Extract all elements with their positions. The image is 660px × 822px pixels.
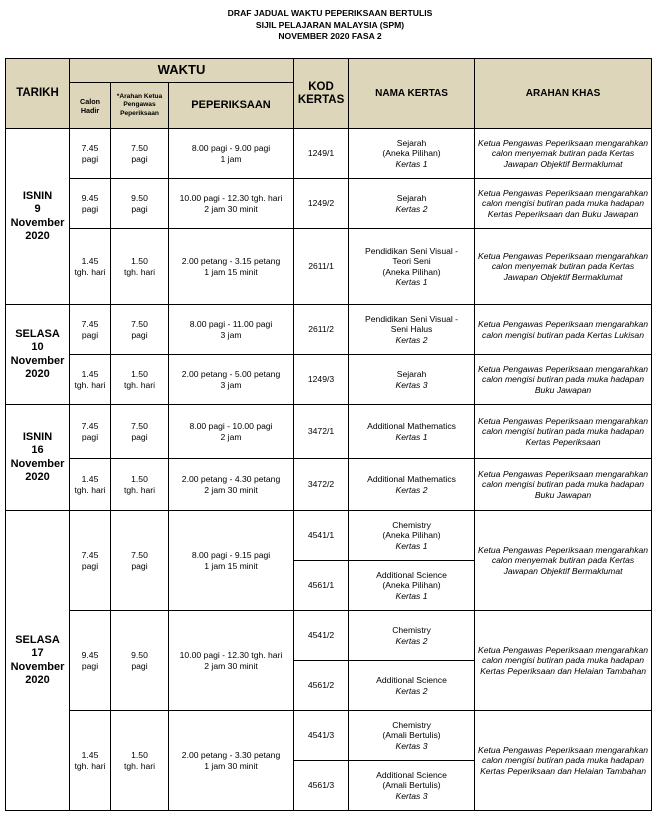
arahan-khas-cell: Ketua Pengawas Peperiksaan mengarahkan calon mengisi butiran pada muka hadapan Kertas Peperiksaan dan Helaian Tambahan [475,711,652,811]
kod-kertas-cell: 4561/2 [294,661,349,711]
date-cell-17-nov: SELASA 17 November 2020 [6,511,70,811]
kod-kertas-cell: 4561/3 [294,761,349,811]
title-line-2: SIJIL PELAJARAN MALAYSIA (SPM) [255,19,405,30]
kod-kertas-cell: 4561/1 [294,561,349,611]
kod-kertas-cell: 1249/3 [294,355,349,405]
peperiksaan-time-cell: 8.00 pagi - 10.00 pagi 2 jam [169,405,294,459]
date-cell-10-nov: SELASA 10 November 2020 [6,305,70,405]
table-row [6,355,652,405]
table-row [6,711,652,761]
nama-kertas-cell: Additional Mathematics Kertas 2 [349,459,475,511]
calon-hadir-cell: 1.45 tgh. hari [70,711,111,811]
table-row [6,405,652,459]
arahan-khas-cell: Ketua Pengawas Peperiksaan mengarahkan calon mengisi butiran pada muka hadapan Kertas Peperiksaan dan Helaian Tambahan [475,611,652,711]
calon-hadir-cell: 9.45 pagi [70,179,111,229]
calon-hadir-cell: 7.45 pagi [70,511,111,611]
peperiksaan-time-cell: 8.00 pagi - 11.00 pagi 3 jam [169,305,294,355]
peperiksaan-time-cell: 8.00 pagi - 9.15 pagi 1 jam 15 minit [169,511,294,611]
arahan-ketua-cell: 7.50 pagi [111,305,169,355]
arahan-khas-cell: Ketua Pengawas Peperiksaan mengarahkan calon menyemak butiran pada Kertas Jawapan Objektif Bermaklumat [475,229,652,305]
nama-kertas-cell: Sejarah (Aneka Pilihan) Kertas 1 [349,129,475,179]
calon-hadir-cell: 7.45 pagi [70,129,111,179]
nama-kertas-cell: Additional Science Kertas 2 [349,661,475,711]
calon-hadir-cell: 7.45 pagi [70,305,111,355]
title-line-3: NOVEMBER 2020 FASA 2 [278,31,382,41]
kod-kertas-cell: 4541/1 [294,511,349,561]
peperiksaan-time-cell: 2.00 petang - 4.30 petang 2 jam 30 minit [169,459,294,511]
arahan-ketua-cell: 9.50 pagi [111,179,169,229]
arahan-khas-cell: Ketua Pengawas Peperiksaan mengarahkan calon menyemak butiran pada Kertas Jawapan Objektif Bermaklumat [475,511,652,611]
table-row [6,459,652,511]
header-row-1 [6,59,652,83]
arahan-khas-cell: Ketua Pengawas Peperiksaan mengarahkan calon mengisi butiran pada Kertas Lukisan [475,305,652,355]
nama-kertas-cell: Chemistry (Amali Bertulis) Kertas 3 [349,711,475,761]
peperiksaan-time-cell: 2.00 petang - 3.15 petang 1 jam 15 minit [169,229,294,305]
nama-kertas-cell: Pendidikan Seni Visual - Teori Seni (Aneka Pilihan) Kertas 1 [349,229,475,305]
kod-kertas-cell: 3472/2 [294,459,349,511]
kod-kertas-cell: 1249/1 [294,129,349,179]
nama-kertas-cell: Sejarah Kertas 3 [349,355,475,405]
calon-hadir-cell: 7.45 pagi [70,405,111,459]
arahan-ketua-cell: 1.50 tgh. hari [111,229,169,305]
header-calon-hadir: Calon Hadir [70,83,111,129]
table-row [6,305,652,355]
kod-kertas-cell: 2611/1 [294,229,349,305]
table-row [6,229,652,305]
arahan-ketua-cell: 1.50 tgh. hari [111,711,169,811]
nama-kertas-cell: Chemistry (Aneka Pilihan) Kertas 1 [349,511,475,561]
header-tarikh: TARIKH [6,59,70,129]
arahan-khas-cell: Ketua Pengawas Peperiksaan mengarahkan calon mengisi butiran pada muka hadapan Kertas Peperiksaan [475,405,652,459]
arahan-ketua-cell: 7.50 pagi [111,405,169,459]
arahan-khas-cell: Ketua Pengawas Peperiksaan mengarahkan calon mengisi butiran pada muka hadapan Buku Jawapan [475,459,652,511]
arahan-khas-cell: Ketua Pengawas Peperiksaan mengarahkan calon mengisi butiran pada muka hadapan Kertas Peperiksaan dan Buku Jawapan [475,179,652,229]
calon-hadir-cell: 1.45 tgh. hari [70,355,111,405]
arahan-ketua-cell: 1.50 tgh. hari [111,355,169,405]
peperiksaan-time-cell: 10.00 pagi - 12.30 tgh. hari 2 jam 30 minit [169,611,294,711]
kod-kertas-cell: 3472/1 [294,405,349,459]
kod-kertas-cell: 2611/2 [294,305,349,355]
arahan-ketua-cell: 1.50 tgh. hari [111,459,169,511]
kod-kertas-cell: 4541/2 [294,611,349,661]
arahan-khas-cell: Ketua Pengawas Peperiksaan mengarahkan calon mengisi butiran pada muka hadapan Buku Jawapan [475,355,652,405]
nama-kertas-cell: Additional Science (Aneka Pilihan) Kertas 1 [349,561,475,611]
table-row [6,611,652,661]
nama-kertas-cell: Chemistry Kertas 2 [349,611,475,661]
peperiksaan-time-cell: 8.00 pagi - 9.00 pagi 1 jam [169,129,294,179]
date-cell-16-nov: ISNIN 16 November 2020 [6,405,70,511]
header-nama-kertas: NAMA KERTAS [349,59,475,129]
calon-hadir-cell: 1.45 tgh. hari [70,459,111,511]
kod-kertas-cell: 4541/3 [294,711,349,761]
table-row [6,129,652,179]
arahan-ketua-cell: 7.50 pagi [111,129,169,179]
header-peperiksaan: PEPERIKSAAN [169,83,294,129]
header-kod-kertas: KOD KERTAS [294,59,349,129]
exam-schedule-table [5,58,652,811]
nama-kertas-cell: Additional Science (Amali Bertulis) Kertas 3 [349,761,475,811]
peperiksaan-time-cell: 10.00 pagi - 12.30 tgh. hari 2 jam 30 minit [169,179,294,229]
header-arahan-ketua: *Arahan Ketua Pengawas Peperiksaan [111,83,169,129]
peperiksaan-time-cell: 2.00 petang - 5.00 petang 3 jam [169,355,294,405]
table-row [6,511,652,561]
calon-hadir-cell: 9.45 pagi [70,611,111,711]
peperiksaan-time-cell: 2.00 petang - 3.30 petang 1 jam 30 minit [169,711,294,811]
title-line-1: DRAF JADUAL WAKTU PEPERIKSAAN BERTULIS [227,8,433,18]
nama-kertas-cell: Additional Mathematics Kertas 1 [349,405,475,459]
calon-hadir-cell: 1.45 tgh. hari [70,229,111,305]
date-cell-9-nov: ISNIN 9 November 2020 [6,129,70,305]
kod-kertas-cell: 1249/2 [294,179,349,229]
arahan-khas-cell: Ketua Pengawas Peperiksaan mengarahkan calon menyemak butiran pada Kertas Jawapan Objektif Bermaklumat [475,129,652,179]
arahan-ketua-cell: 9.50 pagi [111,611,169,711]
nama-kertas-cell: Sejarah Kertas 2 [349,179,475,229]
table-row [6,179,652,229]
document-title [0,0,660,49]
nama-kertas-cell: Pendidikan Seni Visual - Seni Halus Kertas 2 [349,305,475,355]
header-waktu: WAKTU [70,59,294,83]
header-arahan-khas: ARAHAN KHAS [475,59,652,129]
arahan-ketua-cell: 7.50 pagi [111,511,169,611]
